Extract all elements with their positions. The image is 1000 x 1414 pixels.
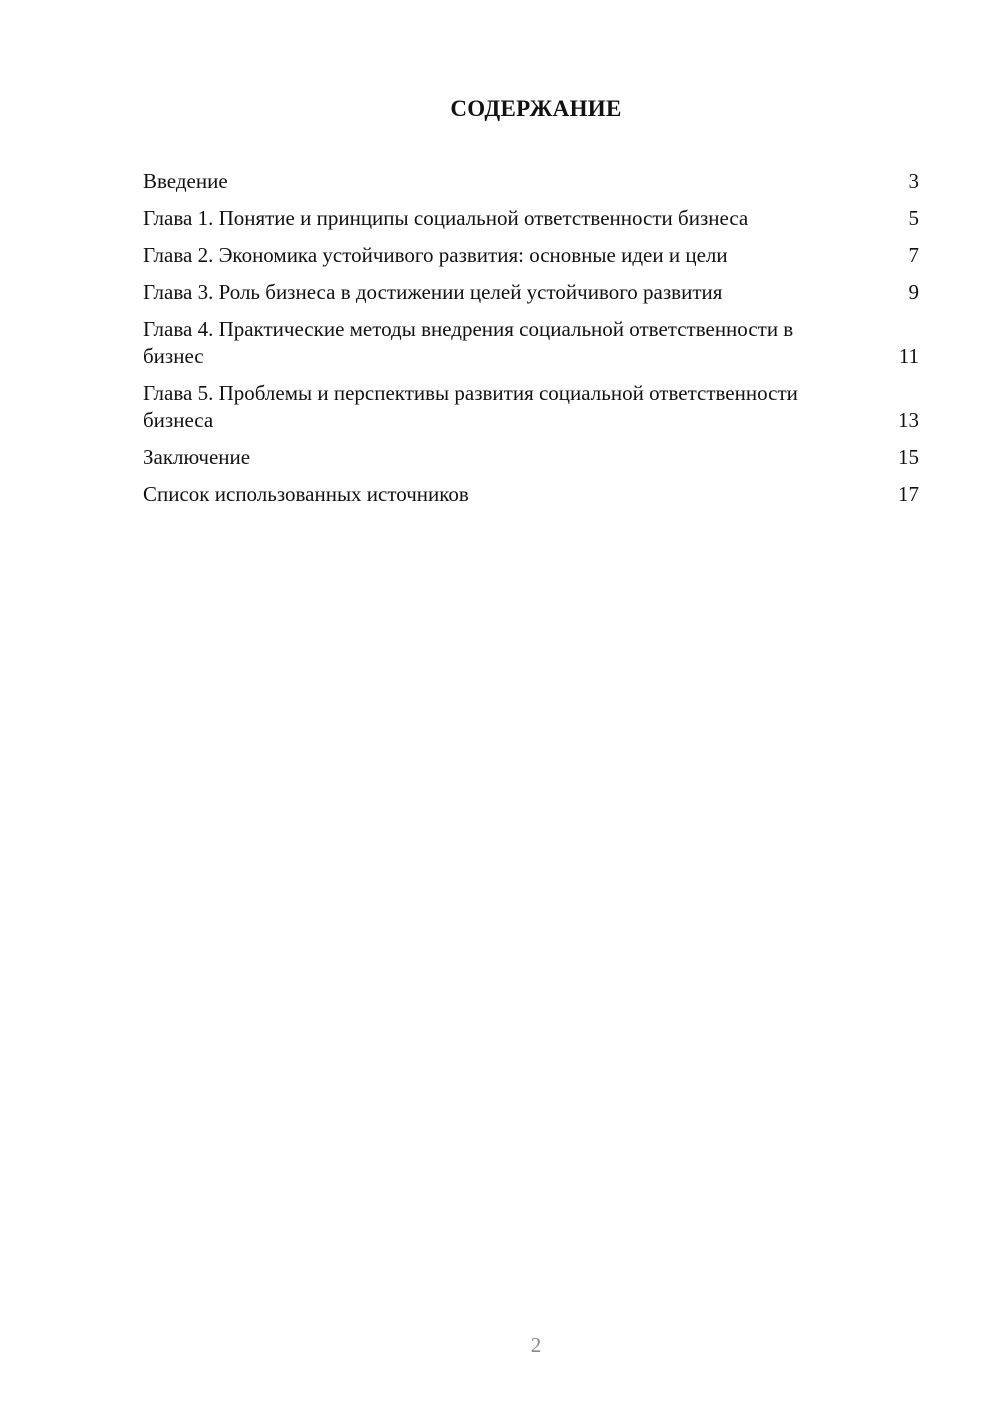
toc-entry-chapter-1 (143, 205, 919, 232)
page-title: СОДЕРЖАНИЕ (450, 96, 622, 121)
toc-entry-page: 9 (908, 280, 919, 304)
toc-entry-page: 11 (898, 344, 919, 368)
toc-entry-text: Введение (143, 169, 228, 193)
toc-entry-chapter-2 (143, 242, 919, 269)
toc-entry-text: Глава 2. Экономика устойчивого развития: основные идеи и цели (143, 243, 728, 267)
toc-entry-conclusion (143, 444, 919, 471)
toc-entry-page: 13 (898, 408, 919, 432)
toc-entry-text: Глава 1. Понятие и принципы социальной ответственности бизнеса (143, 206, 749, 230)
toc-entry-chapter-3 (143, 279, 919, 306)
toc-entry-page: 5 (908, 206, 919, 230)
toc-entry-text: Глава 4. Практические методы внедрения социальной ответственности в бизнес (143, 317, 794, 368)
page-number: 2 (530, 1333, 542, 1357)
table-of-contents (143, 168, 919, 518)
toc-entry-page: 7 (908, 243, 919, 267)
toc-entry-text: Глава 5. Проблемы и перспективы развития социальной ответственности бизнеса (143, 381, 798, 432)
toc-entry-references (143, 481, 919, 508)
toc-entry-page: 3 (908, 169, 919, 193)
toc-entry-text: Заключение (143, 445, 251, 469)
toc-entry-text: Глава 3. Роль бизнеса в достижении целей устойчивого развития (143, 280, 723, 304)
toc-entry-introduction (143, 168, 919, 195)
toc-entry-chapter-5 (143, 380, 919, 434)
toc-entry-chapter-4 (143, 316, 919, 370)
toc-entry-page: 15 (898, 445, 919, 469)
toc-entry-page: 17 (898, 482, 919, 506)
toc-entry-text: Список использованных источников (143, 482, 469, 506)
